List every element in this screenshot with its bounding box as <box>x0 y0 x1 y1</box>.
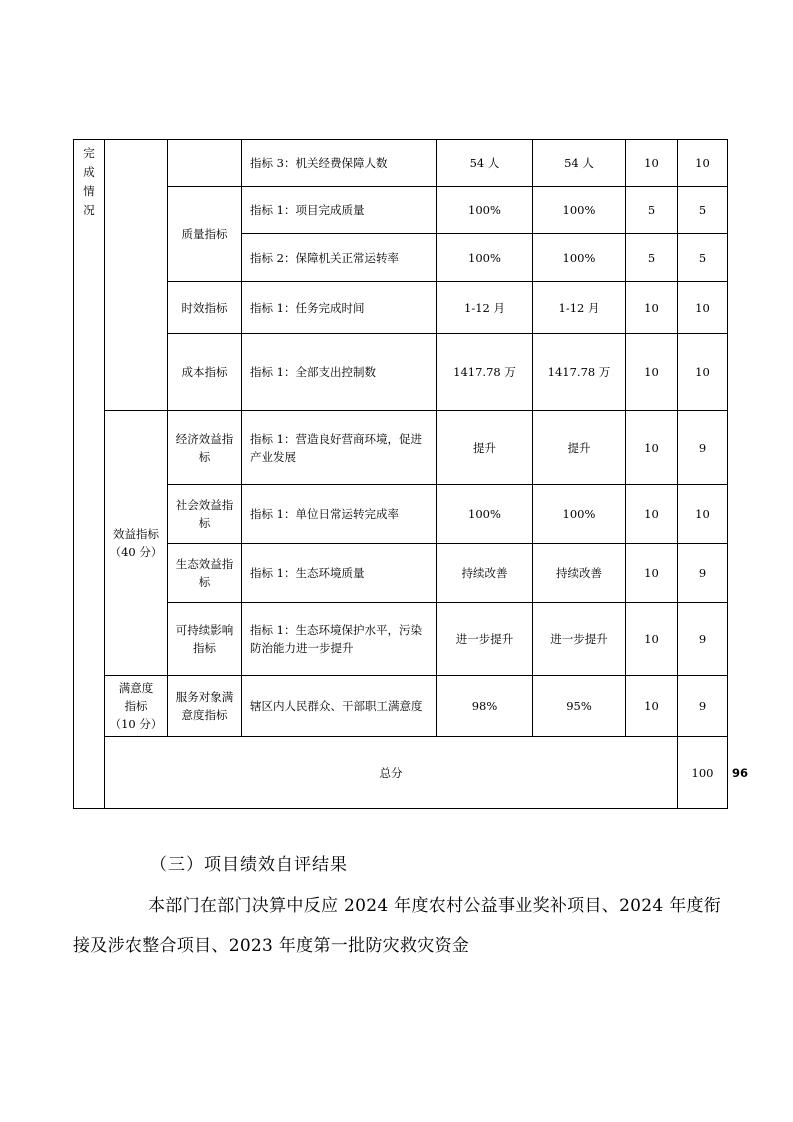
actual-value-cell: 100% <box>533 187 626 234</box>
indicator-cell: 指标 1：生态环境保护水平，污染防治能力进一步提升 <box>242 603 437 676</box>
weight-cell: 10 <box>626 282 678 334</box>
table-row <box>74 603 728 676</box>
actual-value-cell: 1417.78 万 <box>533 334 626 411</box>
table-row <box>74 544 728 603</box>
weight-cell: 10 <box>626 676 678 737</box>
total-row: 总分 100 96 <box>74 737 728 809</box>
sub-indicator-cell: 成本指标 <box>168 334 242 411</box>
target-value-cell: 进一步提升 <box>437 603 533 676</box>
total-weight-cell: 100 <box>678 737 728 809</box>
indicator-cell: 指标 1：单位日常运转完成率 <box>242 485 437 544</box>
total-label-cell: 总分 <box>105 737 678 809</box>
target-value-cell: 100% <box>437 187 533 234</box>
score-cell: 9 <box>678 603 728 676</box>
score-cell: 10 <box>678 334 728 411</box>
sub-indicator-cell <box>168 140 242 187</box>
indicator-cell: 指标 1：生态环境质量 <box>242 544 437 603</box>
weight-cell: 10 <box>626 544 678 603</box>
indicator-cell: 指标 1：任务完成时间 <box>242 282 437 334</box>
target-value-cell: 100% <box>437 485 533 544</box>
target-value-cell: 1417.78 万 <box>437 334 533 411</box>
weight-cell: 10 <box>626 334 678 411</box>
sub-indicator-cell: 可持续影响指标 <box>168 603 242 676</box>
weight-cell: 10 <box>626 603 678 676</box>
table-row <box>74 187 728 234</box>
sub-indicator-cell: 社会效益指标 <box>168 485 242 544</box>
actual-value-cell: 进一步提升 <box>533 603 626 676</box>
actual-value-cell: 100% <box>533 234 626 282</box>
weight-cell: 5 <box>626 234 678 282</box>
sub-indicator-cell: 质量指标 <box>168 187 242 282</box>
table-row <box>74 676 728 737</box>
indicator-cell: 辖区内人民群众、干部职工满意度 <box>242 676 437 737</box>
target-value-cell: 提升 <box>437 411 533 485</box>
benefit-indicator-cell: 效益指标 （40 分） <box>105 411 168 676</box>
weight-cell: 5 <box>626 187 678 234</box>
weight-cell: 10 <box>626 411 678 485</box>
completion-status-cell: 完成情况 <box>74 140 105 809</box>
indicator-cell: 指标 2：保障机关正常运转率 <box>242 234 437 282</box>
weight-cell: 10 <box>626 485 678 544</box>
actual-value-cell: 100% <box>533 485 626 544</box>
satisfaction-indicator-cell: 满意度 指标 （10 分） <box>105 676 168 737</box>
score-cell: 10 <box>678 485 728 544</box>
table-row <box>74 411 728 485</box>
sub-indicator-cell: 生态效益指标 <box>168 544 242 603</box>
performance-table <box>73 139 749 809</box>
table-row <box>74 485 728 544</box>
indicator-cell: 指标 3：机关经费保障人数 <box>242 140 437 187</box>
indicator-cell: 指标 1：营造良好营商环境，促进产业发展 <box>242 411 437 485</box>
table-row <box>74 140 728 187</box>
table-row <box>74 334 728 411</box>
indicator-cell: 指标 1：全部支出控制数 <box>242 334 437 411</box>
sub-indicator-cell: 经济效益指标 <box>168 411 242 485</box>
output-indicator-cell <box>105 140 168 411</box>
sub-indicator-cell: 时效指标 <box>168 282 242 334</box>
actual-value-cell: 54 人 <box>533 140 626 187</box>
body-paragraph: 本部门在部门决算中反应 2024 年度农村公益事业奖补项目、2024 年度衔接及涉农整合项目、2023 年度第一批防灾救灾资金 <box>73 896 722 956</box>
actual-value-cell: 1-12 月 <box>533 282 626 334</box>
actual-value-cell: 持续改善 <box>533 544 626 603</box>
target-value-cell: 100% <box>437 234 533 282</box>
score-cell: 9 <box>678 676 728 737</box>
score-cell: 10 <box>678 140 728 187</box>
score-cell: 10 <box>678 282 728 334</box>
indicator-cell: 指标 1：项目完成质量 <box>242 187 437 234</box>
target-value-cell: 98% <box>437 676 533 737</box>
table-row <box>74 282 728 334</box>
actual-value-cell: 95% <box>533 676 626 737</box>
section-title: （三）项目绩效自评结果 <box>150 855 348 875</box>
score-cell: 5 <box>678 187 728 234</box>
score-cell: 9 <box>678 544 728 603</box>
sub-indicator-cell: 服务对象满意度指标 <box>168 676 242 737</box>
actual-value-cell: 提升 <box>533 411 626 485</box>
target-value-cell: 54 人 <box>437 140 533 187</box>
target-value-cell: 1-12 月 <box>437 282 533 334</box>
weight-cell: 10 <box>626 140 678 187</box>
score-cell: 5 <box>678 234 728 282</box>
score-cell: 9 <box>678 411 728 485</box>
target-value-cell: 持续改善 <box>437 544 533 603</box>
